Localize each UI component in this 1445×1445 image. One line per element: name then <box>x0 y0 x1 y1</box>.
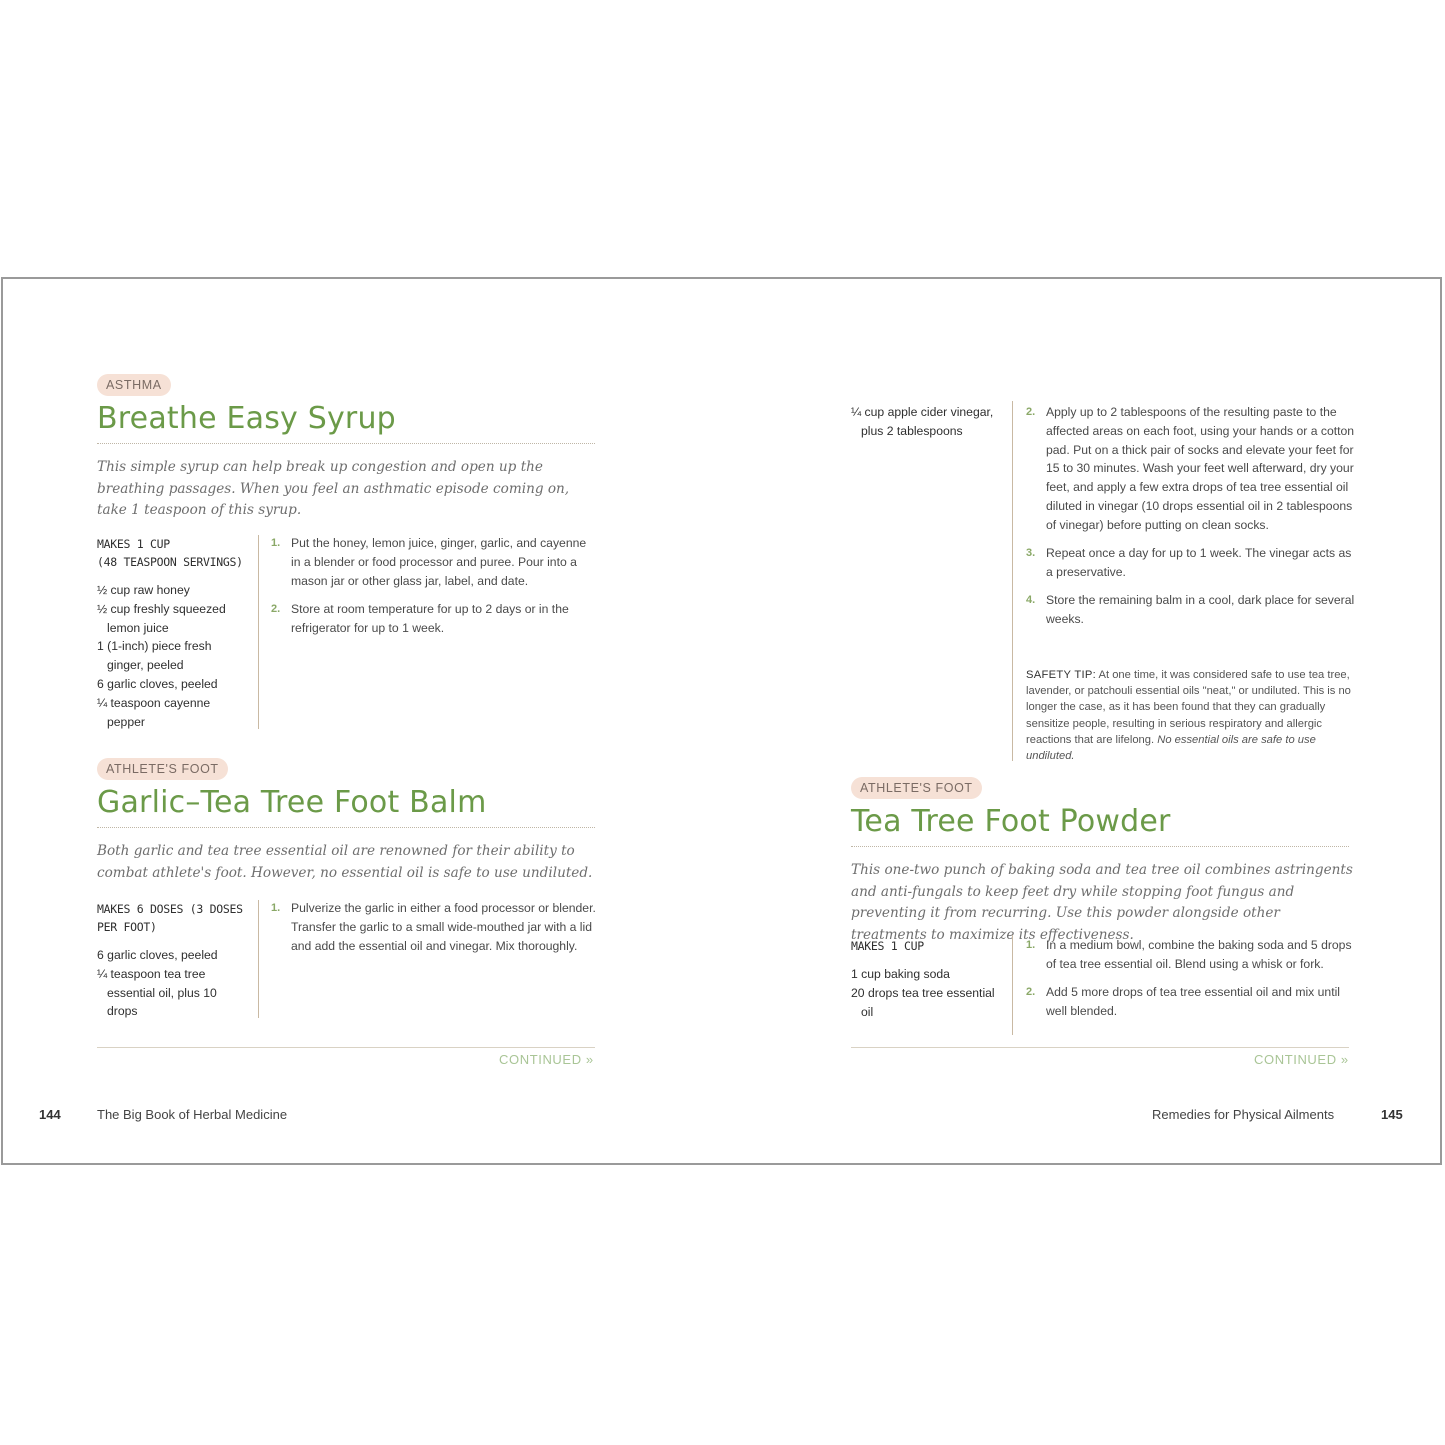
recipe-intro: Both garlic and tea tree essential oil are renowned for their ability to combat athlete's foot. However, no essential oil is safe to use undiluted. <box>97 843 593 881</box>
continued-link[interactable]: CONTINUED » <box>1254 1052 1349 1067</box>
ingredient: 6 garlic cloves, peeled <box>97 676 218 691</box>
step-list <box>271 899 599 965</box>
step: 4. Store the remaining balm in a cool, dark place for several weeks. <box>1026 593 1355 626</box>
page-number: 144 <box>39 1107 61 1122</box>
step: 2. Apply up to 2 tablespoons of the resulting paste to the affected areas on each foot, using your hands or a cotton pad. Put on a thick pair of socks and elevate your feet for 15 to 30 minutes. Wash your feet well afterward, dry your feet, and apply a few extra drops of tea tree essential oil diluted in vinegar (10 drops essential oil in 2 tablespoons of vinegar) before putting on clean socks. <box>1026 405 1355 532</box>
ingredient: ½ cup freshly squeezed lemon juice <box>97 601 226 635</box>
running-title: The Big Book of Herbal Medicine <box>97 1107 288 1122</box>
ingredient: ¼ teaspoon cayenne pepper <box>97 695 211 729</box>
category-tag-athletes-foot: ATHLETE'S FOOT <box>97 758 228 780</box>
column-divider <box>258 900 259 1018</box>
recipe-title-garlic-tea-tree-foot-balm: Garlic–Tea Tree Foot Balm <box>97 785 487 820</box>
ingredient: ½ cup raw honey <box>97 583 190 597</box>
page-bottom-divider <box>97 1047 595 1048</box>
step-list <box>271 534 599 647</box>
category-tag-athletes-foot: ATHLETE'S FOOT <box>851 777 982 799</box>
step: 2. Add 5 more drops of tea tree essential oil and mix until well blended. <box>1026 985 1341 1018</box>
yield-label: MAKES 1 CUP <box>851 939 924 953</box>
ingredient-list <box>851 965 1001 1021</box>
title-divider <box>851 846 1349 847</box>
running-title: Remedies for Physical Ailments <box>1152 1107 1335 1122</box>
safety-tip: SAFETY TIP: At one time, it was considered safe to use tea tree, lavender, or patchouli essential oils "neat," or undiluted. This is no longer the case, as it has been found that they can gradually sensitize people, resulting in serious respiratory and allergic reactions that are lifelong. No essential oils are safe to use undiluted. <box>1026 669 1351 763</box>
column-divider <box>1012 401 1013 761</box>
step-list <box>1026 936 1356 1030</box>
ingredient-list <box>97 581 247 731</box>
step: 1. Pulverize the garlic in either a food processor or blender. Transfer the garlic to a small wide-mouthed jar with a lid and add the essential oil and vinegar. Mix thoroughly. <box>271 901 596 953</box>
safety-tip-emphasis: No essential oils are safe to use undiluted. <box>1026 733 1316 763</box>
recipe-intro: This one-two punch of baking soda and tea tree oil combines astringents and anti-fungals to keep feet dry while stopping foot fungus and preventing it from recurring. Use this powder alongside other treatments to maximize its effectiveness. <box>851 862 1353 943</box>
book-spread <box>1 277 1442 1165</box>
safety-tip-label: SAFETY TIP: <box>1026 669 1097 681</box>
recipe-title-tea-tree-foot-powder: Tea Tree Foot Powder <box>851 804 1171 839</box>
ingredient: ¼ teaspoon tea tree essential oil, plus 10 drops <box>97 966 217 1019</box>
step-list-continued <box>1026 403 1356 638</box>
ingredient-list <box>97 946 247 1021</box>
title-divider <box>97 827 595 828</box>
continued-link[interactable]: CONTINUED » <box>499 1052 594 1067</box>
recipe-intro: This simple syrup can help break up congestion and open up the breathing passages. When you feel an asthmatic episode coming on, take 1 teaspoon of this syrup. <box>97 459 570 518</box>
recipe-title-breathe-easy-syrup: Breathe Easy Syrup <box>97 401 396 436</box>
step: 1. Put the honey, lemon juice, ginger, garlic, and cayenne in a blender or food processor and puree. Pour into a mason jar or other glass jar, label, and date. <box>271 536 587 588</box>
column-divider <box>258 535 259 729</box>
yield-label: MAKES 1 CUP (48 TEASPOON SERVINGS) <box>97 537 243 569</box>
ingredient: ¼ cup apple cider vinegar, plus 2 tablespoons <box>851 405 994 438</box>
ingredient-list-continued <box>851 403 1001 441</box>
column-divider <box>1012 935 1013 1035</box>
yield-label: MAKES 6 DOSES (3 DOSES PER FOOT) <box>97 902 243 934</box>
step: 1. In a medium bowl, combine the baking soda and 5 drops of tea tree essential oil. Blend using a whisk or fork. <box>1026 938 1352 971</box>
title-divider <box>97 443 595 444</box>
ingredient: 20 drops tea tree essential oil <box>851 985 995 1019</box>
category-tag-asthma: ASTHMA <box>97 374 171 396</box>
ingredient: 1 (1-inch) piece fresh ginger, peeled <box>97 639 212 673</box>
ingredient: 1 cup baking soda <box>851 967 950 981</box>
page-bottom-divider <box>851 1047 1349 1048</box>
step: 3. Repeat once a day for up to 1 week. The vinegar acts as a preservative. <box>1026 546 1352 579</box>
page-number: 145 <box>1381 1107 1403 1122</box>
ingredient: 6 garlic cloves, peeled <box>97 948 218 962</box>
step: 2. Store at room temperature for up to 2 days or in the refrigerator for up to 1 week. <box>271 601 569 635</box>
